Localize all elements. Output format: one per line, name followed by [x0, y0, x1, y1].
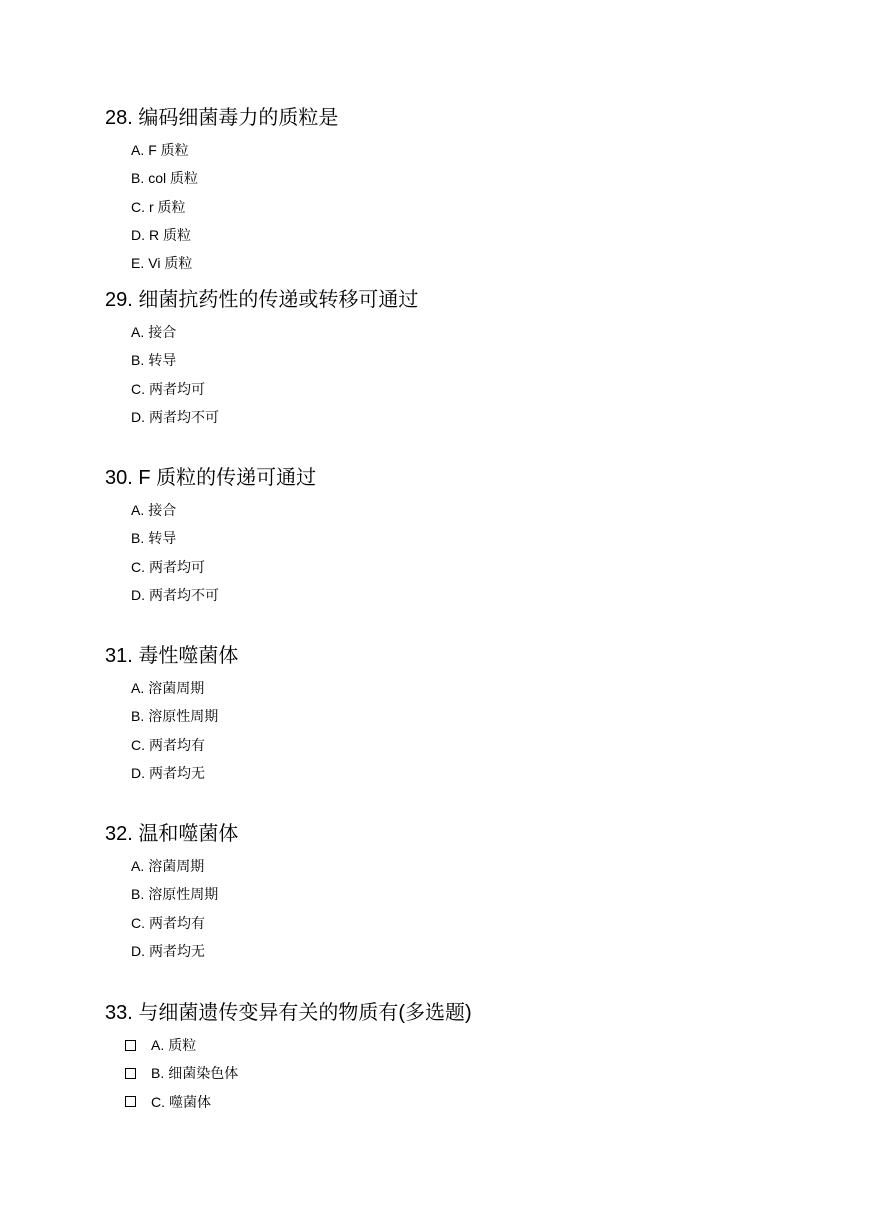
- option-d[interactable]: [131, 221, 825, 249]
- option-letter: C.: [151, 1093, 165, 1110]
- option-letter: A.: [131, 142, 145, 158]
- option-letter: C.: [131, 380, 145, 397]
- option-text: 溶原性周期: [148, 708, 219, 725]
- option-text: 溶菌周期: [148, 858, 205, 874]
- option-text: Vi 质粒: [148, 255, 193, 272]
- question-32: [105, 822, 825, 965]
- question-31: [105, 644, 825, 787]
- question-title: 30. F 质粒的传递可通过: [105, 467, 317, 489]
- option-d[interactable]: [131, 403, 825, 431]
- option-b[interactable]: [131, 702, 825, 730]
- option-c[interactable]: [125, 1088, 825, 1116]
- checkbox[interactable]: [125, 1040, 136, 1051]
- option-letter: B.: [151, 1065, 165, 1082]
- option-list: [105, 852, 825, 965]
- option-list: [105, 496, 825, 609]
- option-c[interactable]: [131, 375, 825, 403]
- option-text: 质粒: [168, 1037, 197, 1053]
- option-letter: A.: [131, 324, 145, 340]
- option-letter: B.: [131, 352, 145, 369]
- option-text: 两者均可: [149, 558, 205, 575]
- question-28: [105, 106, 825, 277]
- option-letter: B.: [131, 886, 145, 903]
- option-text: 两者均不可: [149, 408, 219, 425]
- option-letter: A.: [131, 502, 145, 518]
- option-a[interactable]: [131, 318, 825, 346]
- option-letter: C.: [131, 914, 145, 931]
- option-text: 两者均有: [149, 914, 205, 931]
- option-list: [105, 136, 825, 277]
- option-text: 溶菌周期: [148, 680, 205, 696]
- option-letter: D.: [131, 764, 145, 781]
- option-b[interactable]: [125, 1059, 825, 1087]
- option-c[interactable]: [131, 553, 825, 581]
- option-c[interactable]: [131, 731, 825, 759]
- option-a[interactable]: [125, 1031, 825, 1059]
- option-d[interactable]: [131, 581, 825, 609]
- option-text: 两者均无: [149, 942, 205, 959]
- option-text: R 质粒: [149, 226, 191, 243]
- option-text: 接合: [148, 324, 177, 340]
- option-letter: D.: [131, 586, 145, 603]
- option-text: 两者均有: [149, 736, 205, 753]
- option-a[interactable]: [131, 496, 825, 524]
- option-letter: C.: [131, 198, 145, 215]
- option-letter: A.: [151, 1037, 165, 1053]
- option-letter: C.: [131, 736, 145, 753]
- option-a[interactable]: [131, 674, 825, 702]
- option-letter: E.: [131, 255, 145, 272]
- option-letter: B.: [131, 170, 145, 187]
- checkbox[interactable]: [125, 1068, 136, 1079]
- question-title: 33. 与细菌遗传变异有关的物质有(多选题): [105, 1002, 472, 1024]
- option-list: [105, 318, 825, 431]
- option-a[interactable]: [131, 852, 825, 880]
- option-text: 两者均可: [149, 380, 205, 397]
- option-b[interactable]: [131, 164, 825, 192]
- option-d[interactable]: [131, 759, 825, 787]
- question-title: 32. 温和噬菌体: [105, 823, 239, 845]
- option-b[interactable]: [131, 880, 825, 908]
- question-title: 31. 毒性噬菌体: [105, 645, 239, 667]
- option-text: 接合: [148, 502, 177, 518]
- option-text: 两者均无: [149, 764, 205, 781]
- option-letter: D.: [131, 408, 145, 425]
- option-c[interactable]: [131, 909, 825, 937]
- option-text: 溶原性周期: [148, 886, 219, 903]
- option-c[interactable]: [131, 193, 825, 221]
- option-text: 噬菌体: [169, 1093, 211, 1110]
- question-title: 29. 细菌抗药性的传递或转移可通过: [105, 289, 419, 311]
- checkbox[interactable]: [125, 1096, 136, 1107]
- option-letter: A.: [131, 680, 145, 696]
- question-title: 28. 编码细菌毒力的质粒是: [105, 107, 339, 129]
- option-text: 转导: [148, 352, 177, 369]
- option-letter: D.: [131, 226, 145, 243]
- question-33: [105, 1001, 825, 1116]
- option-a[interactable]: [131, 136, 825, 164]
- option-text: r 质粒: [149, 198, 186, 215]
- option-letter: B.: [131, 530, 145, 547]
- option-d[interactable]: [131, 937, 825, 965]
- option-text: 细菌染色体: [168, 1065, 239, 1082]
- option-text: F 质粒: [148, 142, 189, 158]
- option-letter: C.: [131, 558, 145, 575]
- question-29: [105, 288, 825, 431]
- option-letter: A.: [131, 858, 145, 874]
- option-letter: B.: [131, 708, 145, 725]
- option-text: 转导: [148, 530, 177, 547]
- option-e[interactable]: [131, 249, 825, 277]
- option-list: [105, 674, 825, 787]
- option-text: 两者均不可: [149, 586, 219, 603]
- option-b[interactable]: [131, 346, 825, 374]
- question-30: [105, 466, 825, 609]
- option-list: [105, 1031, 825, 1116]
- option-b[interactable]: [131, 524, 825, 552]
- option-text: col 质粒: [148, 170, 199, 187]
- option-letter: D.: [131, 942, 145, 959]
